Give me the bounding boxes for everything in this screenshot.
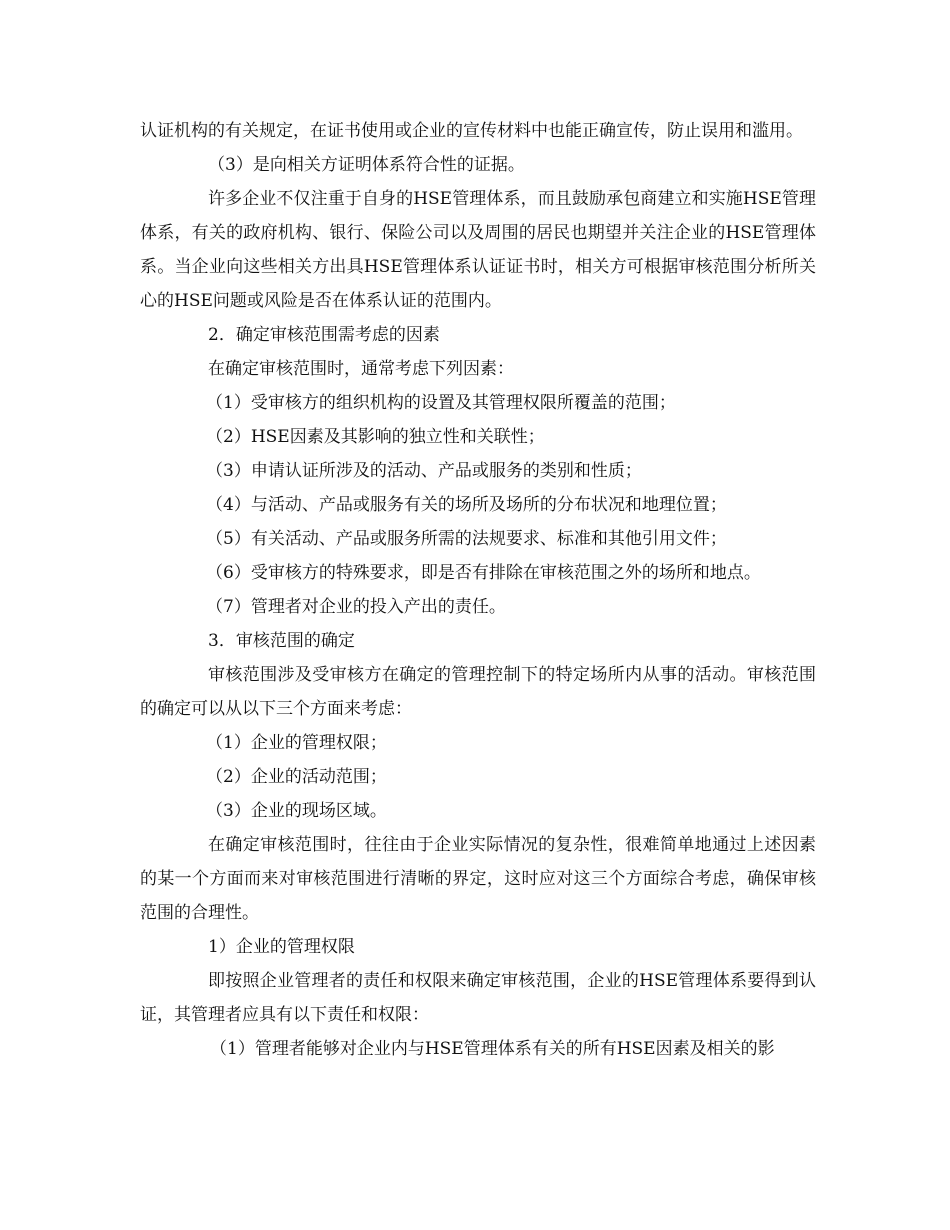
paragraph-body: 审核范围涉及受审核方在确定的管理控制下的特定场所内从事的活动。审核范围的确定可以从以下三个方面来考虑： xyxy=(140,665,816,719)
paragraph-continuation: 认证机构的有关规定，在证书使用或企业的宣传材料中也能正确宣传，防止误用和滥用。 xyxy=(140,121,803,141)
responsibility-item-1: （1）管理者能够对企业内与HSE管理体系有关的所有HSE因素及相关的影 xyxy=(210,1039,775,1059)
factor-item-5: （5）有关活动、产品或服务所需的法规要求、标准和其他引用文件； xyxy=(206,529,727,549)
paragraph-body: 许多企业不仅注重于自身的HSE管理体系，而且鼓励承包商建立和实施HSE管理体系，有关的政府机构、银行、保险公司以及周围的居民也期望并关注企业的HSE管理体系。当企业向这些相关方出具HSE管理体系认证证书时，相关方可根据审核范围分析所关心的HSE问题或风险是否在体系认证的范围内。 xyxy=(140,189,816,311)
document-body xyxy=(140,114,816,1066)
paragraph-body: 在确定审核范围时，往往由于企业实际情况的复杂性，很难简单地通过上述因素的某一个方面而来对审核范围进行清晰的界定，这时应对这三个方面综合考虑，确保审核范围的合理性。 xyxy=(140,835,816,923)
factor-item-3: （3）申请认证所涉及的活动、产品或服务的类别和性质； xyxy=(206,461,642,481)
paragraph-body: 即按照企业管理者的责任和权限来确定审核范围，企业的HSE管理体系要得到认证，其管理者应具有以下责任和权限： xyxy=(140,971,816,1025)
factor-item-6: （6）受审核方的特殊要求，即是否有排除在审核范围之外的场所和地点。 xyxy=(206,563,761,583)
aspect-item-1: （1）企业的管理权限； xyxy=(206,733,387,753)
factor-item-4: （4）与活动、产品或服务有关的场所及场所的分布状况和地理位置； xyxy=(206,495,727,515)
section-heading-2: 2．确定审核范围需考虑的因素 xyxy=(208,325,440,345)
aspect-item-2: （2）企业的活动范围； xyxy=(206,767,387,787)
paragraph-intro: 在确定审核范围时，通常考虑下列因素： xyxy=(208,359,514,379)
factor-item-7: （7）管理者对企业的投入产出的责任。 xyxy=(206,597,506,617)
factor-item-1: （1）受审核方的组织机构的设置及其管理权限所覆盖的范围； xyxy=(206,393,676,413)
subsection-heading-1: 1）企业的管理权限 xyxy=(208,937,355,957)
paragraph-item-3-evidence: （3）是向相关方证明体系符合性的证据。 xyxy=(208,155,525,175)
section-heading-3: 3．审核范围的确定 xyxy=(208,631,355,651)
aspect-item-3: （3）企业的现场区域。 xyxy=(206,801,387,821)
factor-item-2: （2）HSE因素及其影响的独立性和关联性； xyxy=(206,427,545,447)
